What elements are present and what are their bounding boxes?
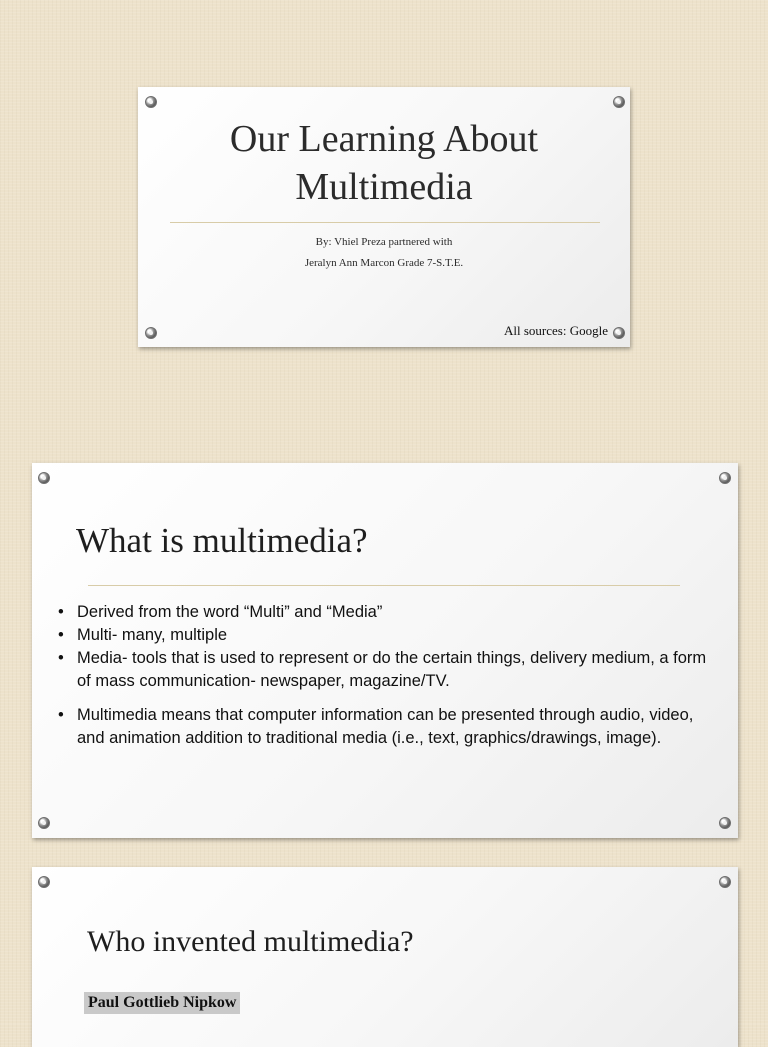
inventor-name: Paul Gottlieb Nipkow [84, 992, 240, 1014]
pushpin-icon [38, 817, 50, 829]
list-item: • Media- tools that is used to represent or do the certain things, delivery medium, a form of mass communication- newspaper, magazine/TV. [54, 647, 714, 693]
list-item: • Multimedia means that computer information can be presented through audio, video, and animation addition to traditional media (i.e., text, graphics/drawings, image). [54, 704, 714, 750]
divider [170, 222, 600, 223]
slide-title: What is multimedia? [76, 521, 368, 560]
title-slide [138, 87, 630, 347]
pushpin-icon [719, 876, 731, 888]
list-item: • Multi- many, multiple [54, 624, 714, 647]
pushpin-icon [613, 327, 625, 339]
author-line: By: Vhiel Preza partnered with [315, 236, 453, 248]
slide-title [138, 115, 630, 211]
pushpin-icon [38, 472, 50, 484]
sources-note: All sources: Google [504, 323, 608, 338]
pushpin-icon [719, 817, 731, 829]
definition-slide [32, 463, 738, 838]
inventor-slide [32, 867, 738, 1047]
pushpin-icon [145, 327, 157, 339]
author-line: Jeralyn Ann Marcon Grade 7-S.T.E. [304, 257, 464, 269]
title-line: Multimedia [295, 166, 473, 208]
pushpin-icon [719, 472, 731, 484]
title-line: Our Learning About [229, 118, 539, 160]
slide-title: Who invented multimedia? [87, 925, 414, 958]
divider [88, 585, 680, 586]
bullet-list [54, 601, 714, 750]
pushpin-icon [145, 96, 157, 108]
pushpin-icon [38, 876, 50, 888]
list-item: • Derived from the word “Multi” and “Media” [54, 601, 714, 624]
pushpin-icon [613, 96, 625, 108]
